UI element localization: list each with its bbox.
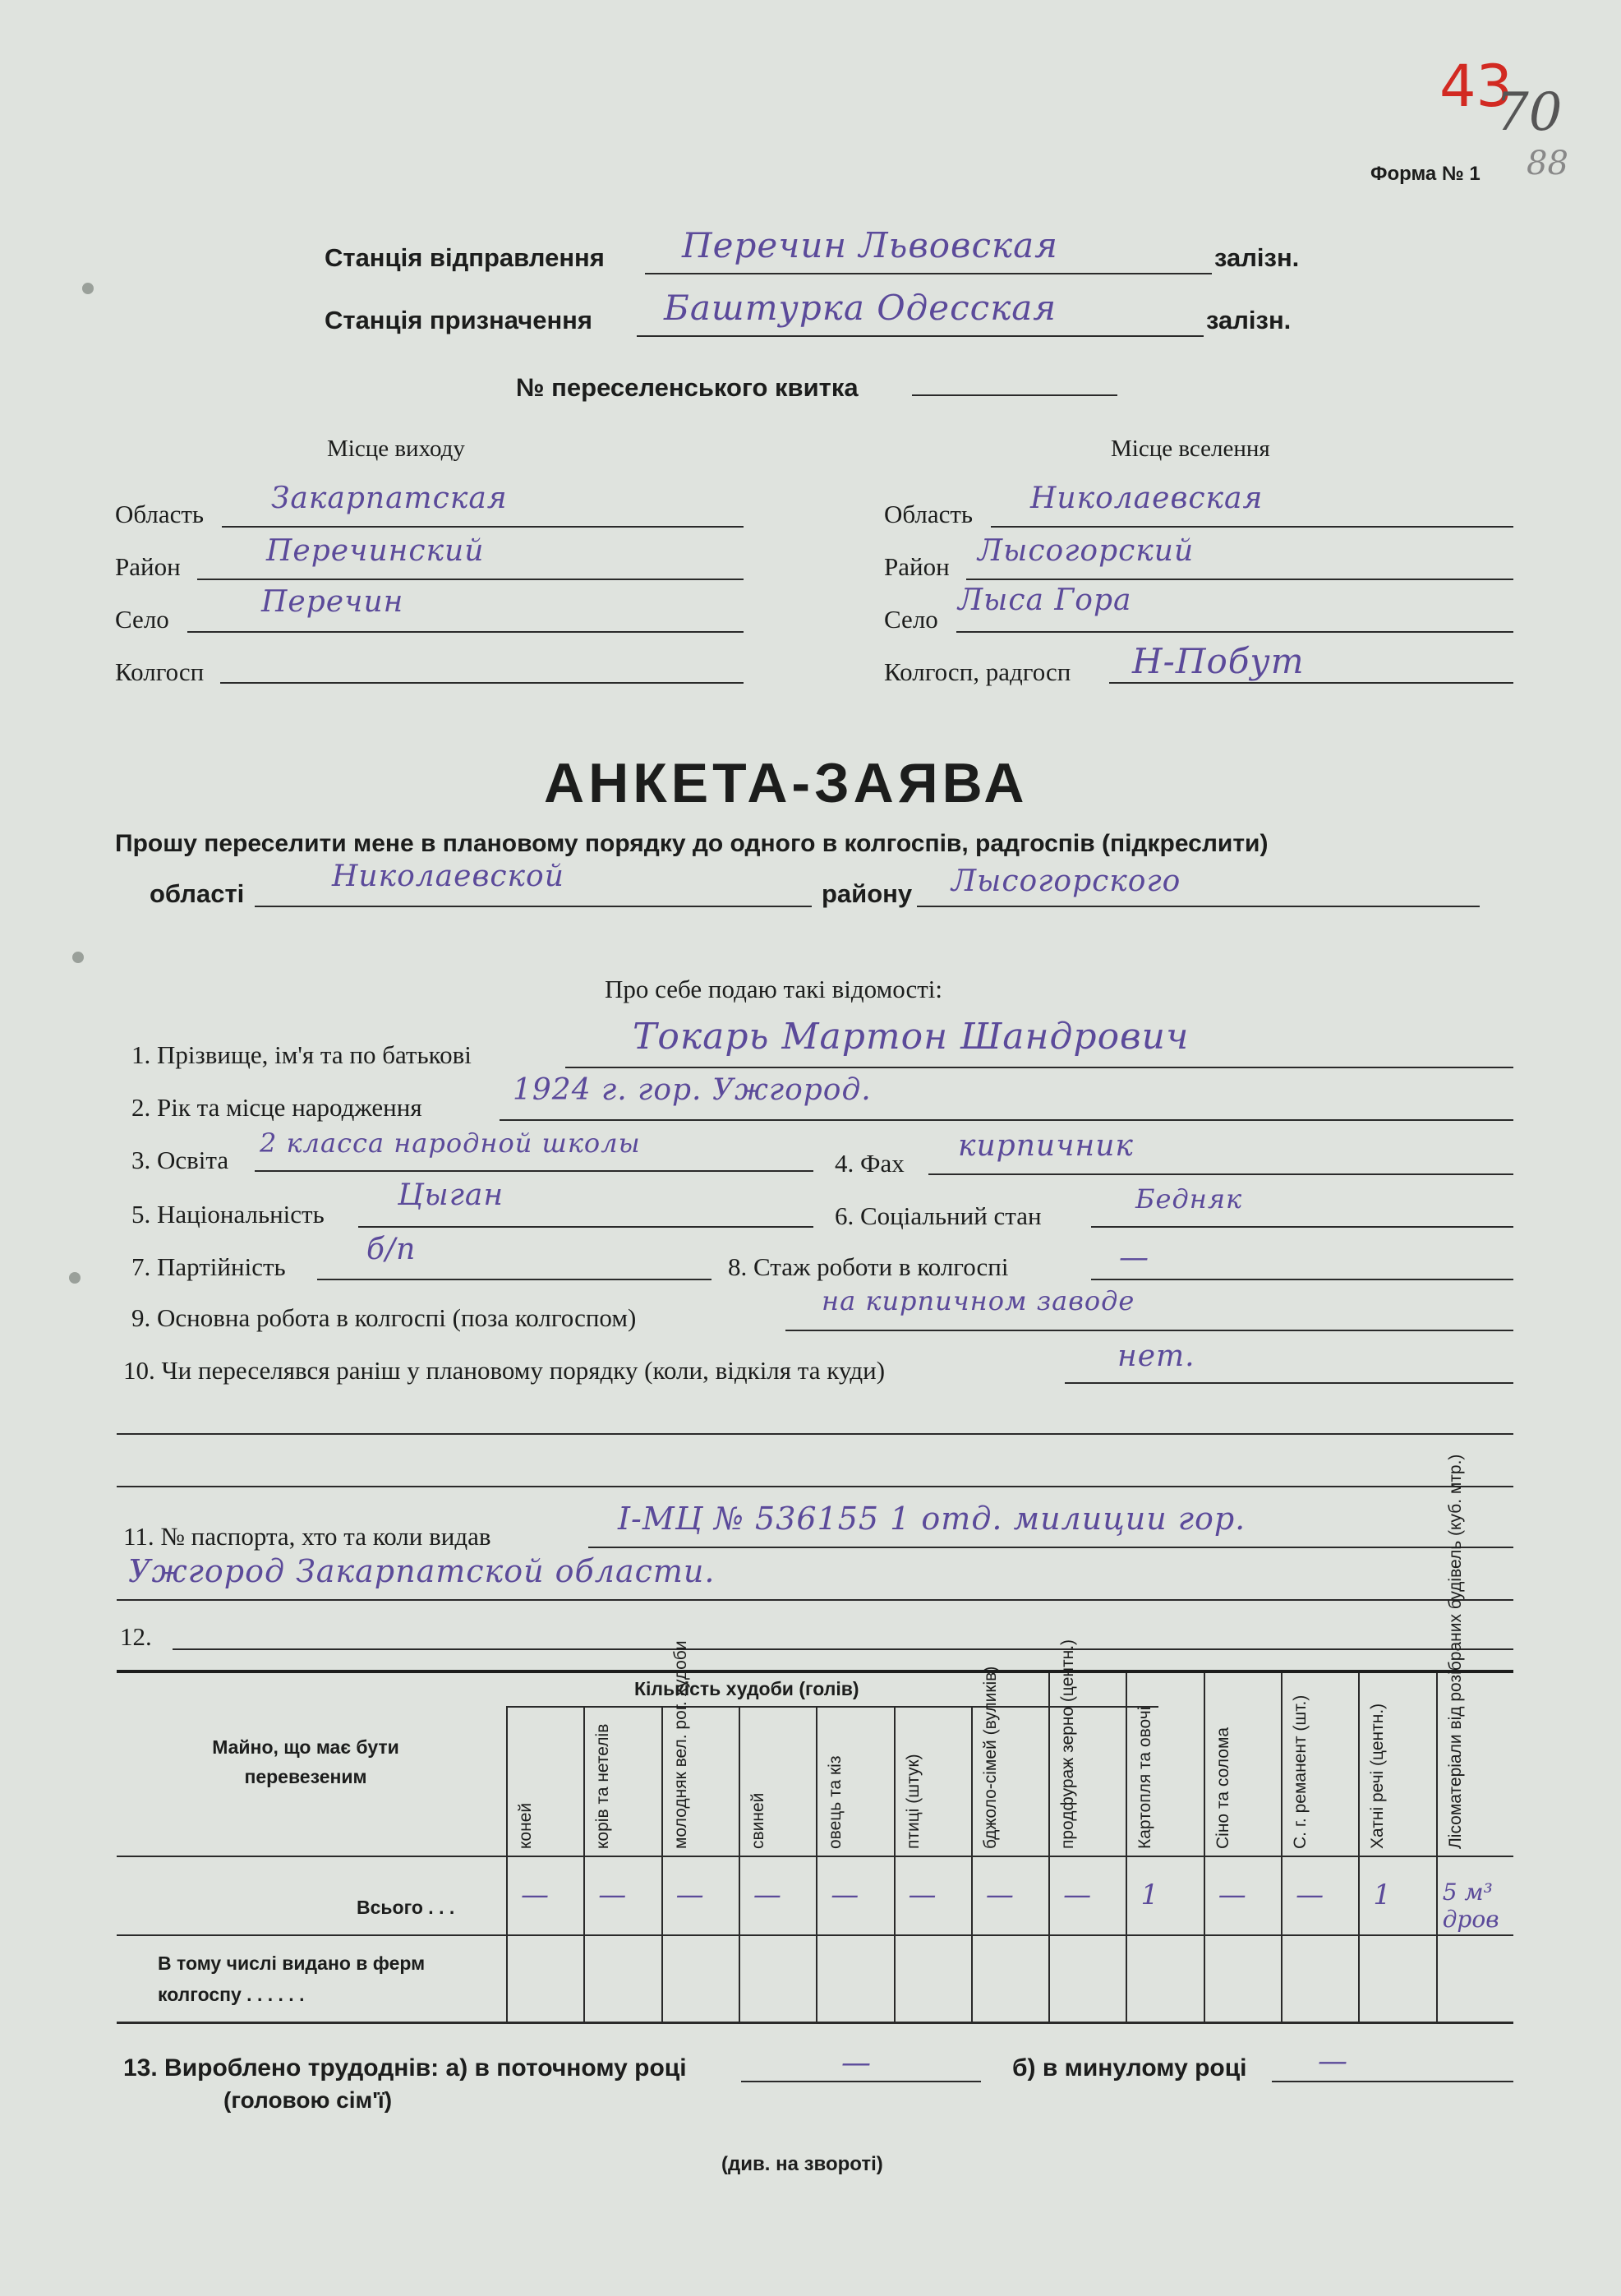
table-column-divider bbox=[1204, 1673, 1205, 2022]
origin-village-label: Село bbox=[115, 605, 169, 634]
field-10-value: нет. bbox=[1117, 1339, 1195, 1373]
workdays-current-line bbox=[741, 2081, 981, 2082]
table-column-divider bbox=[816, 1706, 817, 2022]
table-column-header: бджоло-сімей (вуликів) bbox=[980, 1666, 1000, 1849]
row-total-value: — bbox=[521, 1879, 549, 1911]
origin-district-label: Район bbox=[115, 552, 181, 581]
station-from-value: Перечин Львовская bbox=[682, 225, 1058, 265]
row-total-value: 1 bbox=[1373, 1879, 1392, 1911]
field-12-line bbox=[173, 1648, 1513, 1650]
table-column-header: овець та кіз bbox=[826, 1755, 845, 1849]
field-6-line bbox=[1091, 1226, 1513, 1228]
field-3-line bbox=[255, 1170, 813, 1172]
dest-region-value: Николаевская bbox=[1030, 482, 1264, 515]
table-column-divider bbox=[1048, 1673, 1050, 2022]
table-column-header: корів та нетелів bbox=[593, 1723, 613, 1849]
origin-district-line bbox=[197, 579, 744, 580]
table-row-divider bbox=[117, 1934, 1513, 1936]
form-number: Форма № 1 bbox=[1370, 163, 1481, 185]
request-region-label: області bbox=[150, 879, 245, 908]
pencil-sheet-number: 70 bbox=[1495, 82, 1563, 143]
table-column-divider bbox=[506, 1706, 508, 2022]
table-column-divider bbox=[1126, 1673, 1127, 2022]
punch-hole bbox=[72, 952, 84, 963]
about-heading: Про себе подаю такі відомості: bbox=[605, 975, 943, 1003]
field-2-value: 1924 г. гор. Ужгород. bbox=[513, 1073, 872, 1107]
pencil-old-number: 88 bbox=[1527, 145, 1568, 182]
field-7-line bbox=[317, 1279, 711, 1280]
row-farm-label: В тому числі видано в ферм колгоспу . . . . . . bbox=[158, 1953, 426, 2005]
field-10-extra-line bbox=[117, 1486, 1513, 1487]
table-column-divider bbox=[739, 1706, 740, 2022]
row-total-value: — bbox=[675, 1879, 704, 1911]
footer-note: (див. на звороті) bbox=[721, 2153, 883, 2175]
field-4-line bbox=[928, 1173, 1513, 1175]
table-bottom-border bbox=[117, 2022, 1513, 2024]
form-title: АНКЕТА-ЗАЯВА bbox=[544, 752, 1029, 814]
field-8-value: — bbox=[1119, 1241, 1149, 1275]
field-7-value: б/п bbox=[366, 1233, 417, 1266]
row-total-value: — bbox=[1063, 1879, 1092, 1911]
table-column-header: Хатні речі (центн.) bbox=[1368, 1703, 1388, 1849]
dest-region-line bbox=[991, 526, 1513, 528]
table-column-header: Картопля та овочі bbox=[1135, 1706, 1155, 1849]
archive-stamp-number: 43 bbox=[1439, 53, 1513, 120]
field-3-label: 3. Освіта bbox=[131, 1146, 229, 1174]
punch-hole bbox=[82, 283, 94, 294]
row-total-value: 5 м³ дров bbox=[1442, 1879, 1499, 1933]
table-column-divider bbox=[1358, 1673, 1360, 2022]
table-column-header: Сіно та солома bbox=[1213, 1727, 1232, 1849]
field-1-value: Токарь Мартон Шандрович bbox=[633, 1016, 1190, 1058]
field-10-extra-line bbox=[117, 1433, 1513, 1435]
request-region-value: Николаевской bbox=[332, 860, 564, 893]
field-5-value: Цыган bbox=[398, 1178, 504, 1212]
station-to-value: Баштурка Одесская bbox=[664, 288, 1057, 328]
field-4-label: 4. Фах bbox=[835, 1149, 905, 1178]
table-column-divider bbox=[1436, 1673, 1438, 2022]
origin-kolkhoz-line bbox=[220, 682, 744, 684]
origin-village-value: Перечин bbox=[261, 585, 404, 619]
field-8-label: 8. Стаж роботи в колгоспі bbox=[728, 1252, 1009, 1281]
table-header-divider bbox=[117, 1856, 1513, 1857]
field-11-line-2 bbox=[117, 1599, 1513, 1601]
table-column-divider bbox=[661, 1706, 663, 2022]
table-column-header: коней bbox=[516, 1802, 535, 1849]
dest-district-label: Район bbox=[884, 552, 950, 581]
station-to-railway: залізн. bbox=[1206, 306, 1292, 334]
field-5-label: 5. Національність bbox=[131, 1200, 325, 1229]
request-district-value: Лысогорского bbox=[951, 864, 1181, 898]
field-4-value: кирпичник bbox=[958, 1129, 1134, 1163]
origin-district-value: Перечинский bbox=[266, 534, 485, 568]
field-1-label: 1. Прізвище, ім'я та по батькові bbox=[131, 1040, 472, 1069]
row-total-value: — bbox=[1218, 1879, 1246, 1911]
table-column-header: птиці (штук) bbox=[903, 1754, 923, 1849]
dest-village-line bbox=[956, 631, 1513, 633]
table-column-header: Лісоматеріали від розібраних будівель (куб. мтр.) bbox=[1445, 1454, 1465, 1849]
field-1-line bbox=[565, 1067, 1513, 1068]
field-6-value: Бедняк bbox=[1135, 1183, 1243, 1215]
field-2-line bbox=[500, 1119, 1513, 1121]
table-column-divider bbox=[583, 1706, 585, 2022]
field-9-label: 9. Основна робота в колгоспі (поза колгоспом) bbox=[131, 1303, 637, 1332]
request-district-line bbox=[917, 906, 1480, 907]
workdays-previous-value: — bbox=[1318, 2045, 1348, 2078]
field-11-value: I-МЦ № 536155 1 отд. милиции гор. bbox=[618, 1501, 1246, 1537]
punch-hole bbox=[69, 1272, 81, 1284]
request-text: Прошу переселити мене в плановому порядку до одного в колгоспів, радгоспів (підкреслити) bbox=[115, 830, 1269, 857]
table-column-header: свиней bbox=[748, 1792, 767, 1849]
field-2-label: 2. Рік та місце народження bbox=[131, 1093, 422, 1122]
row-total-value: 1 bbox=[1140, 1879, 1159, 1911]
field-11-value-2: Ужгород Закарпатской области. bbox=[128, 1553, 716, 1589]
field-10-label: 10. Чи переселявся раніш у плановому порядку (коли, відкіля та куди) bbox=[123, 1356, 886, 1385]
ticket-label: № переселенського квитка bbox=[516, 373, 859, 402]
field-8-line bbox=[1091, 1279, 1513, 1280]
row-total-value: — bbox=[908, 1879, 937, 1911]
field-12-label: 12. bbox=[120, 1622, 152, 1651]
field-9-value: на кирпичном заводе bbox=[822, 1285, 1135, 1316]
property-header: Майно, що має бути перевезеним bbox=[212, 1736, 399, 1787]
station-from-line bbox=[645, 273, 1212, 274]
origin-heading: Місце виходу bbox=[327, 436, 465, 462]
station-from-railway: залізн. bbox=[1214, 243, 1300, 272]
field-6-label: 6. Соціальний стан bbox=[835, 1201, 1042, 1230]
request-district-label: району bbox=[822, 879, 913, 908]
workdays-previous-label: б) в минулому році bbox=[1012, 2054, 1247, 2082]
dest-region-label: Область bbox=[884, 500, 974, 528]
origin-kolkhoz-label: Колгосп bbox=[115, 657, 205, 686]
dest-district-line bbox=[966, 579, 1513, 580]
station-from-label: Станція відправлення bbox=[325, 243, 605, 272]
dest-kolkhoz-value: Н-Побут bbox=[1132, 641, 1305, 681]
row-total-label: Всього . . . bbox=[357, 1897, 455, 1918]
dest-village-label: Село bbox=[884, 605, 938, 634]
table-column-divider bbox=[971, 1706, 973, 2022]
row-total-value: — bbox=[831, 1879, 859, 1911]
origin-region-label: Область bbox=[115, 500, 205, 528]
destination-heading: Місце вселення bbox=[1111, 436, 1270, 462]
workdays-label: 13. Вироблено трудоднів: а) в поточному році bbox=[123, 2054, 687, 2082]
station-to-label: Станція призначення bbox=[325, 306, 592, 334]
workdays-current-value: — bbox=[841, 2046, 872, 2080]
table-column-header: С. г. реманент (шт.) bbox=[1291, 1694, 1310, 1849]
field-5-line bbox=[358, 1226, 813, 1228]
origin-village-line bbox=[187, 631, 744, 633]
dest-kolkhoz-line bbox=[1109, 682, 1513, 684]
field-3-value: 2 класса народной школы bbox=[260, 1127, 641, 1159]
dest-village-value: Лыса Гора bbox=[958, 583, 1132, 617]
workdays-previous-line bbox=[1272, 2081, 1513, 2082]
origin-region-value: Закарпатская bbox=[271, 482, 508, 515]
row-total-value: — bbox=[753, 1879, 781, 1911]
table-column-header: продфураж зерно (центн.) bbox=[1058, 1639, 1078, 1849]
request-region-line bbox=[255, 906, 812, 907]
field-11-line bbox=[588, 1547, 1513, 1548]
field-11-label: 11. № паспорта, хто та коли видав bbox=[123, 1522, 491, 1551]
row-total-value: — bbox=[985, 1879, 1014, 1911]
table-column-header: молодняк вел. рог. худоби bbox=[670, 1640, 690, 1849]
table-column-divider bbox=[894, 1706, 896, 2022]
livestock-header: Кількість худоби (голів) bbox=[634, 1678, 859, 1699]
field-7-label: 7. Партійність bbox=[131, 1252, 286, 1281]
row-total-value: — bbox=[598, 1879, 627, 1911]
field-9-line bbox=[785, 1330, 1513, 1331]
station-to-line bbox=[637, 335, 1204, 337]
row-total-value: — bbox=[1296, 1879, 1324, 1911]
origin-region-line bbox=[222, 526, 744, 528]
dest-kolkhoz-label: Колгосп, радгосп bbox=[884, 657, 1071, 686]
ticket-line bbox=[912, 394, 1117, 396]
dest-district-value: Лысогорский bbox=[978, 534, 1195, 568]
field-10-line bbox=[1065, 1382, 1513, 1384]
table-column-divider bbox=[1281, 1673, 1283, 2022]
workdays-sub: (головою сім'ї) bbox=[223, 2087, 393, 2113]
